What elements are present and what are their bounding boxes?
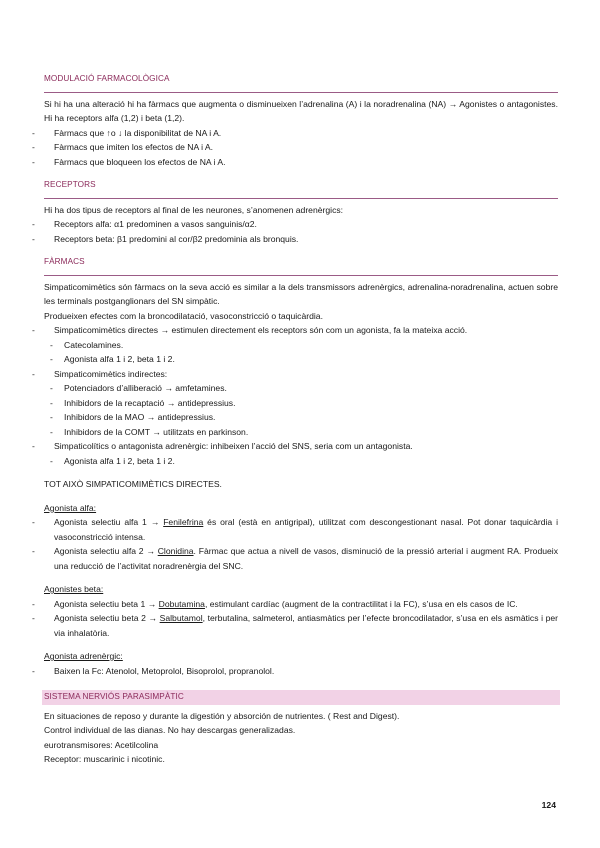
- page-number: 124: [541, 800, 556, 810]
- list-item: - Agonista selectiu alfa 1 → Fenilefrina és oral (està en antigripal), utilitzat com descongestionant nasal. Pot donar taquicàrdia i vasoconstricció intensa.: [44, 515, 558, 544]
- paragraph: Simpaticomimètics són fàrmacs on la seva acció es similar a la dels transmissors adrenèrgics, adrenalina-noradrenalina, actuen sobre les terminals postganglionars del SN simpàtic.: [44, 281, 558, 306]
- section-title-parasimpatic: SISTEMA NERVIÓS PARASIMPÀTIC: [42, 690, 560, 705]
- sub-list-item: - Inhibidors de la recaptació → antidepressius.: [44, 396, 558, 411]
- list-item: - Agonista selectiu alfa 2 → Clonidina. Fàrmac que actua a nivell de vasos, disminució de la pressió arterial i augment RA. Produeix una reducció de l’activitat noradrenèrgia del SNC.: [44, 544, 558, 573]
- drug-name: Salbutamol: [159, 613, 203, 623]
- paragraph: Produeixen efectes com la broncodilatació, vasoconstricció o taquicàrdia.: [44, 310, 323, 321]
- paragraph: Receptor: muscarinic i nicotinic.: [44, 754, 165, 764]
- drug-name: Clonidina: [157, 546, 194, 556]
- list-item: - Receptors alfa: α1 predominen a vasos sanguinis/α2.: [44, 217, 558, 232]
- list-item: - Fàrmacs que ↑o ↓ la disponibilitat de NA i A.: [44, 126, 558, 141]
- list-item: - Agonista selectiu beta 2 → Salbutamol, terbutalina, salmeterol, antiasmàtics per l’efecte broncodilatador, s’usa en els asmàtics i per via inhalatòria.: [44, 611, 558, 640]
- list-item: - Baixen la Fc: Atenolol, Metoprolol, Bisoprolol, propranolol.: [44, 664, 558, 679]
- list-item: - Simpaticomimètics directes → estimulen directement els receptors són com un agonista, fa la mateixa acció.: [44, 323, 558, 338]
- sub-list-item: - Agonista alfa 1 i 2, beta 1 i 2.: [44, 352, 558, 367]
- section-divider: [44, 275, 558, 276]
- sub-list-item: - Inhibidors de la COMT → utilitzats en parkinson.: [44, 425, 558, 440]
- list-item: - Receptors beta: β1 predomini al cor/β2 predominia als bronquis.: [44, 232, 558, 247]
- subheading-agonista-adrenergic: Agonista adrenèrgic:: [44, 651, 123, 661]
- list-item: - Simpaticomimètics indirectes:: [44, 367, 558, 382]
- list-item: - Simpaticolítics o antagonista adrenèrgic: inhibeixen l’acció del SNS, seria com un antagonista.: [44, 439, 558, 454]
- list-item: - Fàrmacs que bloqueen los efectos de NA i A.: [44, 155, 558, 170]
- section-divider: [44, 198, 558, 199]
- document-page: [44, 72, 558, 767]
- paragraph: Si hi ha una alteració hi ha fàrmacs que augmenta o disminueixen l’adrenalina (A) i la noradrenalina (NA) → Agonistes o antagonistes. Hi ha receptors alfa (1,2) i beta (1,2).: [44, 98, 558, 123]
- note-line: TOT AIXÒ SIMPATICOMIMÈTICS DIRECTES.: [44, 479, 222, 489]
- section-title-receptors: RECEPTORS: [44, 180, 96, 189]
- paragraph: En situaciones de reposo y durante la digestión y absorción de nutrientes. ( Rest and Digest).: [44, 710, 400, 721]
- list-item: - Fàrmacs que imiten los efectos de NA i A.: [44, 140, 558, 155]
- sub-list-item: - Agonista alfa 1 i 2, beta 1 i 2.: [44, 454, 558, 469]
- sub-list-item: - Catecolamines.: [44, 338, 558, 353]
- paragraph: eurotransmisores: Acetilcolina: [44, 739, 159, 750]
- drug-name: Dobutamina: [158, 598, 205, 609]
- section-title-farmacs: FÀRMACS: [44, 257, 85, 266]
- sub-list-item: - Potenciadors d’alliberació → amfetamines.: [44, 381, 558, 396]
- section-title-modulacio: MODULACIÓ FARMACOLÒGICA: [44, 74, 170, 83]
- sub-list-item: - Inhibidors de la MAO → antidepressius.: [44, 410, 558, 425]
- paragraph: Control individual de las dianas. No hay descargas generalizadas.: [44, 725, 296, 735]
- subheading-agonistes-beta: Agonistes beta:: [44, 584, 104, 594]
- list-item: - Agonista selectiu beta 1 → Dobutamina, estimulant cardíac (augment de la contractilitat i la FC), s’usa en els casos de IC.: [44, 597, 558, 612]
- section-divider: [44, 92, 558, 93]
- subheading-agonista-alfa: Agonista alfa:: [44, 502, 97, 513]
- paragraph: Hi ha dos tipus de receptors al final de les neurones, s’anomenen adrenèrgics:: [44, 204, 344, 215]
- drug-name: Fenilefrina: [163, 517, 204, 527]
